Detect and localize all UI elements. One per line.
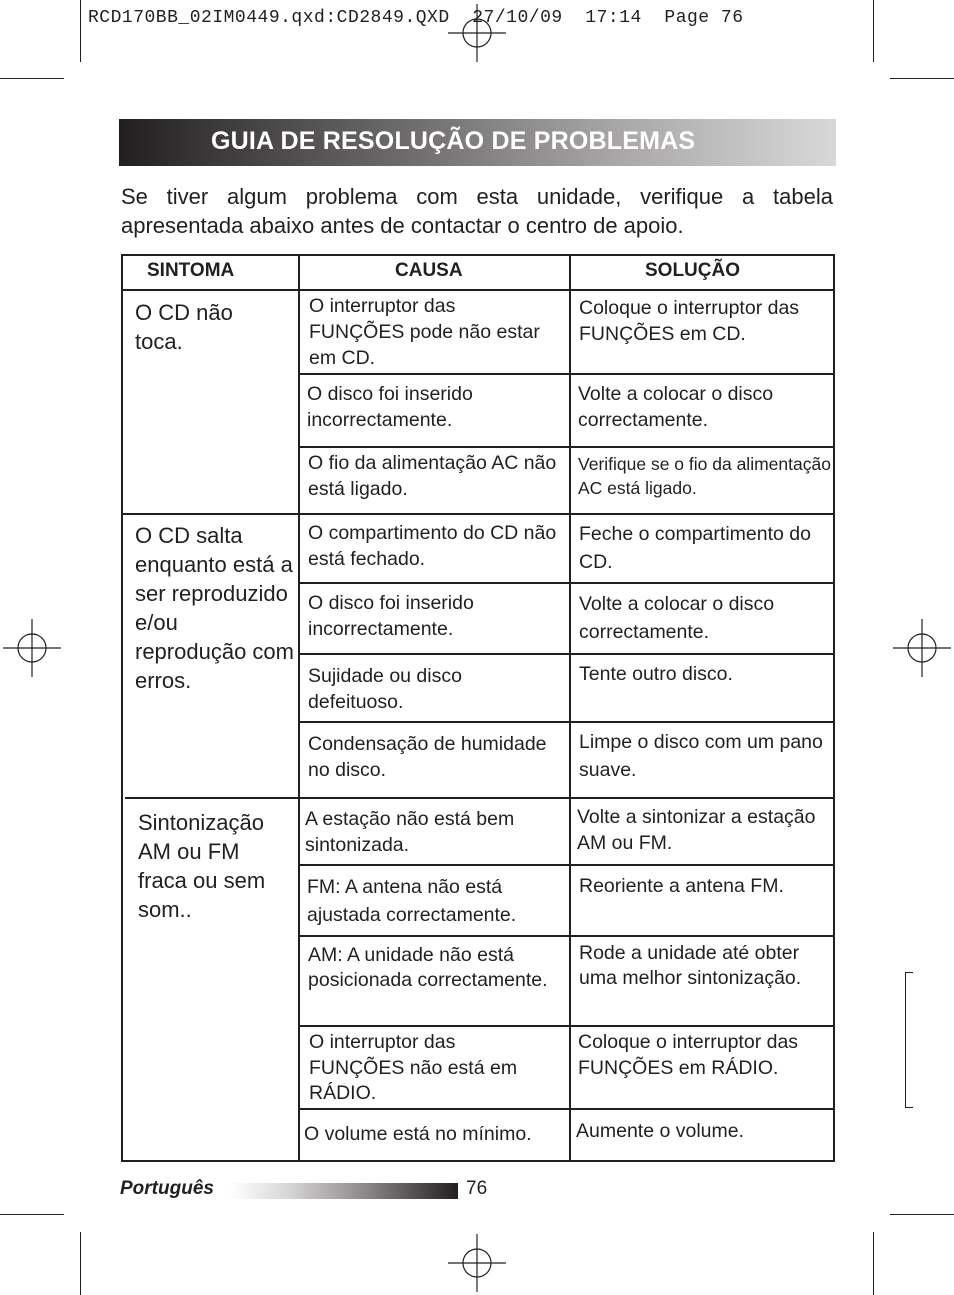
header-solution: SOLUÇÃO bbox=[645, 260, 740, 281]
crop-mark bbox=[0, 78, 64, 79]
crop-mark bbox=[890, 1214, 954, 1215]
registration-mark-icon bbox=[893, 619, 951, 677]
cause-cell: AM: A unidade não está posicionada correctamente. bbox=[308, 944, 548, 991]
row-divider bbox=[298, 935, 835, 937]
section-title-bar bbox=[119, 119, 836, 166]
bracket-mark bbox=[905, 972, 913, 973]
registration-mark-icon bbox=[3, 619, 61, 677]
solution-cell: Limpe o disco com um pano suave. bbox=[579, 731, 823, 781]
solution-cell: Feche o compartimento do CD. bbox=[579, 523, 811, 573]
crop-mark bbox=[890, 78, 954, 79]
row-divider bbox=[298, 653, 835, 655]
row-divider bbox=[298, 721, 835, 723]
solution-cell: Coloque o interruptor das FUNÇÕES em RÁDIO. bbox=[578, 1031, 799, 1079]
row-divider bbox=[298, 373, 835, 375]
symptom-weak-reception: Sintonização AM ou FM fraca ou sem som.. bbox=[138, 810, 266, 922]
solution-cell: Volte a colocar o disco correctamente. bbox=[578, 383, 774, 431]
registration-mark-icon bbox=[448, 4, 506, 62]
cause-cell: A estação não está bem sintonizada. bbox=[305, 808, 515, 856]
solution-cell: Reoriente a antena FM. bbox=[579, 875, 784, 897]
table-border bbox=[121, 254, 835, 256]
cause-cell: O disco foi inserido incorrectamente. bbox=[307, 383, 473, 431]
row-divider bbox=[298, 864, 835, 866]
bracket-mark bbox=[905, 1107, 913, 1108]
cause-cell: Sujidade ou disco defeituoso. bbox=[308, 665, 462, 713]
header-divider bbox=[121, 289, 835, 291]
row-divider bbox=[298, 446, 835, 448]
symptom-cd-skips: O CD salta enquanto está a ser reproduzido e/ou reprodução com erros. bbox=[135, 523, 294, 693]
solution-cell: Volte a sintonizar a estação AM ou FM. bbox=[577, 806, 816, 854]
bracket-mark bbox=[905, 972, 906, 1108]
group-divider bbox=[125, 797, 835, 799]
group-divider bbox=[121, 513, 835, 515]
crop-mark bbox=[80, 1232, 81, 1295]
solution-cell: Verifique se o fio da alimentação AC está ligado. bbox=[578, 454, 831, 498]
footer-gradient-bar bbox=[230, 1183, 458, 1199]
footer-language: Português bbox=[120, 1178, 214, 1199]
cause-cell: Condensação de humidade no disco. bbox=[308, 733, 547, 781]
troubleshooting-table bbox=[121, 254, 835, 1162]
registration-mark-icon bbox=[448, 1234, 506, 1292]
page-number: 76 bbox=[466, 1178, 488, 1199]
solution-cell: Volte a colocar o disco correctamente. bbox=[579, 593, 775, 643]
cause-cell: O compartimento do CD não está fechado. bbox=[308, 522, 557, 570]
crop-mark bbox=[0, 1214, 64, 1215]
cause-cell: FM: A antena não está ajustada correctamente. bbox=[307, 876, 517, 926]
page-title: GUIA DE RESOLUÇÃO DE PROBLEMAS bbox=[211, 127, 696, 155]
solution-cell: Aumente o volume. bbox=[576, 1120, 745, 1142]
row-divider bbox=[298, 1108, 835, 1110]
crop-mark bbox=[873, 1232, 874, 1295]
header-cause: CAUSA bbox=[395, 260, 463, 281]
intro-paragraph: Se tiver algum problema com esta unidade, verifique a tabela apresentada abaixo antes de contactar o centro de apoio. bbox=[121, 184, 833, 238]
file-slug-line: RCD170BB_02IM0449.qxd:CD2849.QXD 27/10/09 17:14 Page 76 bbox=[88, 8, 744, 28]
symptom-cd-not-playing: O CD não toca. bbox=[135, 300, 233, 354]
cause-cell: O disco foi inserido incorrectamente. bbox=[308, 592, 474, 640]
row-divider bbox=[298, 1025, 835, 1027]
table-border bbox=[121, 1160, 835, 1162]
cause-cell: O volume está no mínimo. bbox=[304, 1123, 532, 1145]
crop-mark bbox=[873, 0, 874, 62]
solution-cell: Rode a unidade até obter uma melhor sintonização. bbox=[579, 942, 802, 989]
row-divider bbox=[298, 582, 835, 584]
table-border bbox=[121, 254, 123, 1162]
solution-cell: Tente outro disco. bbox=[579, 663, 733, 685]
crop-mark bbox=[80, 0, 81, 62]
cause-cell: O interruptor das FUNÇÕES pode não estar em CD. bbox=[309, 295, 540, 369]
cause-cell: O fio da alimentação AC não está ligado. bbox=[308, 452, 557, 500]
solution-cell: Coloque o interruptor das FUNÇÕES em CD. bbox=[579, 297, 800, 345]
cause-cell: O interruptor das FUNÇÕES não está em RÁDIO. bbox=[309, 1031, 518, 1104]
header-symptom: SINTOMA bbox=[147, 260, 235, 281]
